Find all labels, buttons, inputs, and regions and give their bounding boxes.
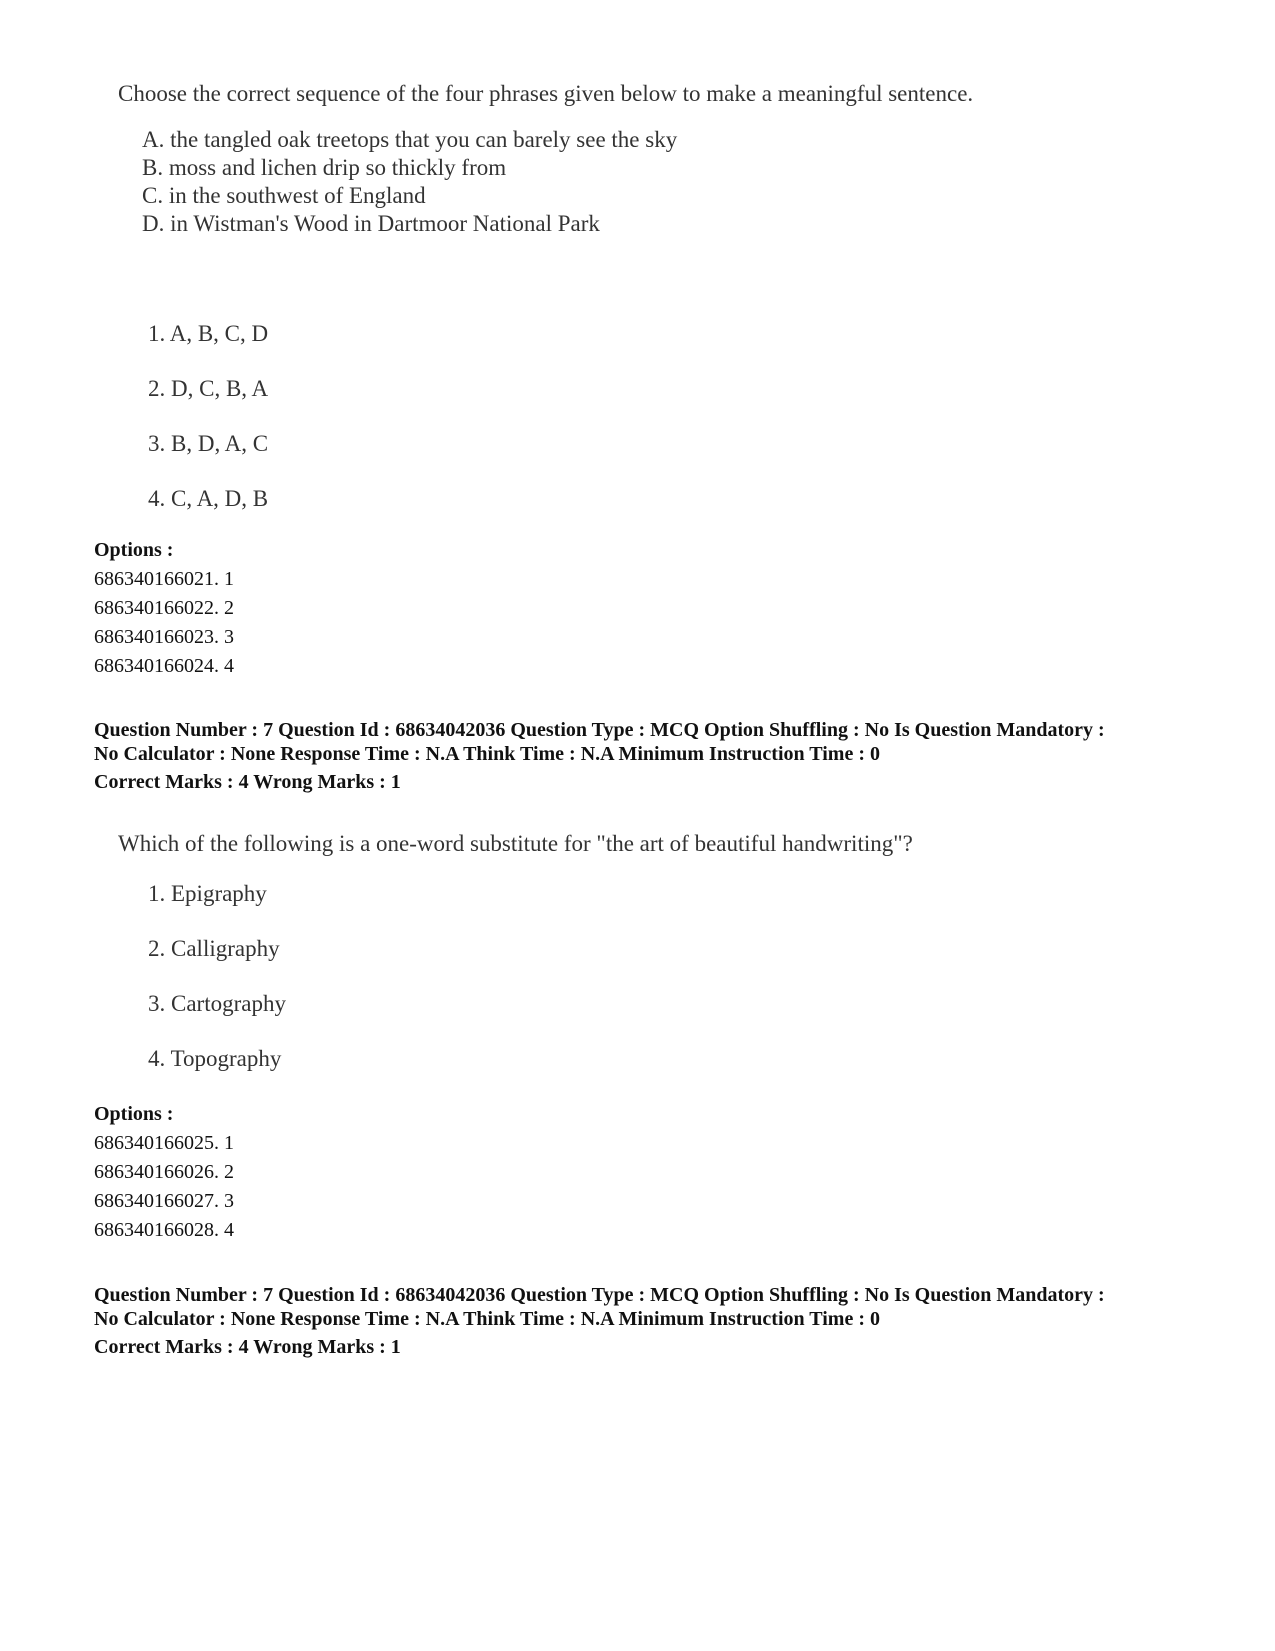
- option-line: 686340166025. 1: [94, 1132, 234, 1154]
- question-b-image: [118, 830, 913, 858]
- choice-item: 1. Epigraphy: [148, 881, 267, 906]
- question-a-stem: Choose the correct sequence of the four phrases given below to make a meaningful sentence.: [118, 81, 974, 106]
- option-line: 686340166027. 3: [94, 1190, 234, 1212]
- option-line: 686340166026. 2: [94, 1161, 234, 1183]
- choice-item: 2. D, C, B, A: [148, 376, 269, 401]
- choice-item: 4. Topography: [148, 1046, 282, 1071]
- phrase-item: B. moss and lichen drip so thickly from: [142, 155, 507, 180]
- option-line: 686340166028. 4: [94, 1219, 234, 1241]
- question-a-choices: [118, 320, 268, 540]
- question-a-choice-list: [148, 320, 268, 540]
- phrase-item: D. in Wistman's Wood in Dartmoor National Park: [142, 211, 600, 236]
- choice-item: 4. C, A, D, B: [148, 486, 269, 511]
- question-meta-line: No Calculator : None Response Time : N.A Think Time : N.A Minimum Instruction Time : 0: [94, 1308, 880, 1330]
- question-meta-line: No Calculator : None Response Time : N.A Think Time : N.A Minimum Instruction Time : 0: [94, 743, 880, 765]
- question-meta-1: [94, 718, 1204, 794]
- question-b-stem: Which of the following is a one-word substitute for "the art of beautiful handwriting"?: [118, 831, 913, 856]
- question-b-choice-list: [148, 880, 286, 1100]
- option-line: 686340166024. 4: [94, 655, 234, 677]
- option-line: 686340166021. 1: [94, 568, 234, 590]
- question-meta-line: Question Number : 7 Question Id : 68634042036 Question Type : MCQ Option Shuffling : No Is Question Mandatory :: [94, 719, 1105, 741]
- choice-item: 1. A, B, C, D: [148, 321, 269, 346]
- question-a-options: [94, 536, 1204, 681]
- question-b-options: [94, 1100, 1204, 1245]
- choice-item: 3. Cartography: [148, 991, 286, 1016]
- question-a-phrase-list: [142, 126, 973, 238]
- phrase-item: C. in the southwest of England: [142, 183, 426, 208]
- question-marks-line: Correct Marks : 4 Wrong Marks : 1: [94, 771, 401, 793]
- choice-item: 2. Calligraphy: [148, 936, 280, 961]
- question-b-choices: [118, 880, 286, 1100]
- option-line: 686340166022. 2: [94, 597, 234, 619]
- option-line: 686340166023. 3: [94, 626, 234, 648]
- question-a-image: [118, 80, 973, 238]
- question-meta-line: Question Number : 7 Question Id : 68634042036 Question Type : MCQ Option Shuffling : No Is Question Mandatory :: [94, 1284, 1105, 1306]
- question-marks-line: Correct Marks : 4 Wrong Marks : 1: [94, 1336, 401, 1358]
- choice-item: 3. B, D, A, C: [148, 431, 269, 456]
- options-label: Options :: [94, 1103, 174, 1125]
- phrase-item: A. the tangled oak treetops that you can barely see the sky: [142, 127, 678, 152]
- question-meta-2: [94, 1283, 1204, 1359]
- options-label: Options :: [94, 539, 174, 561]
